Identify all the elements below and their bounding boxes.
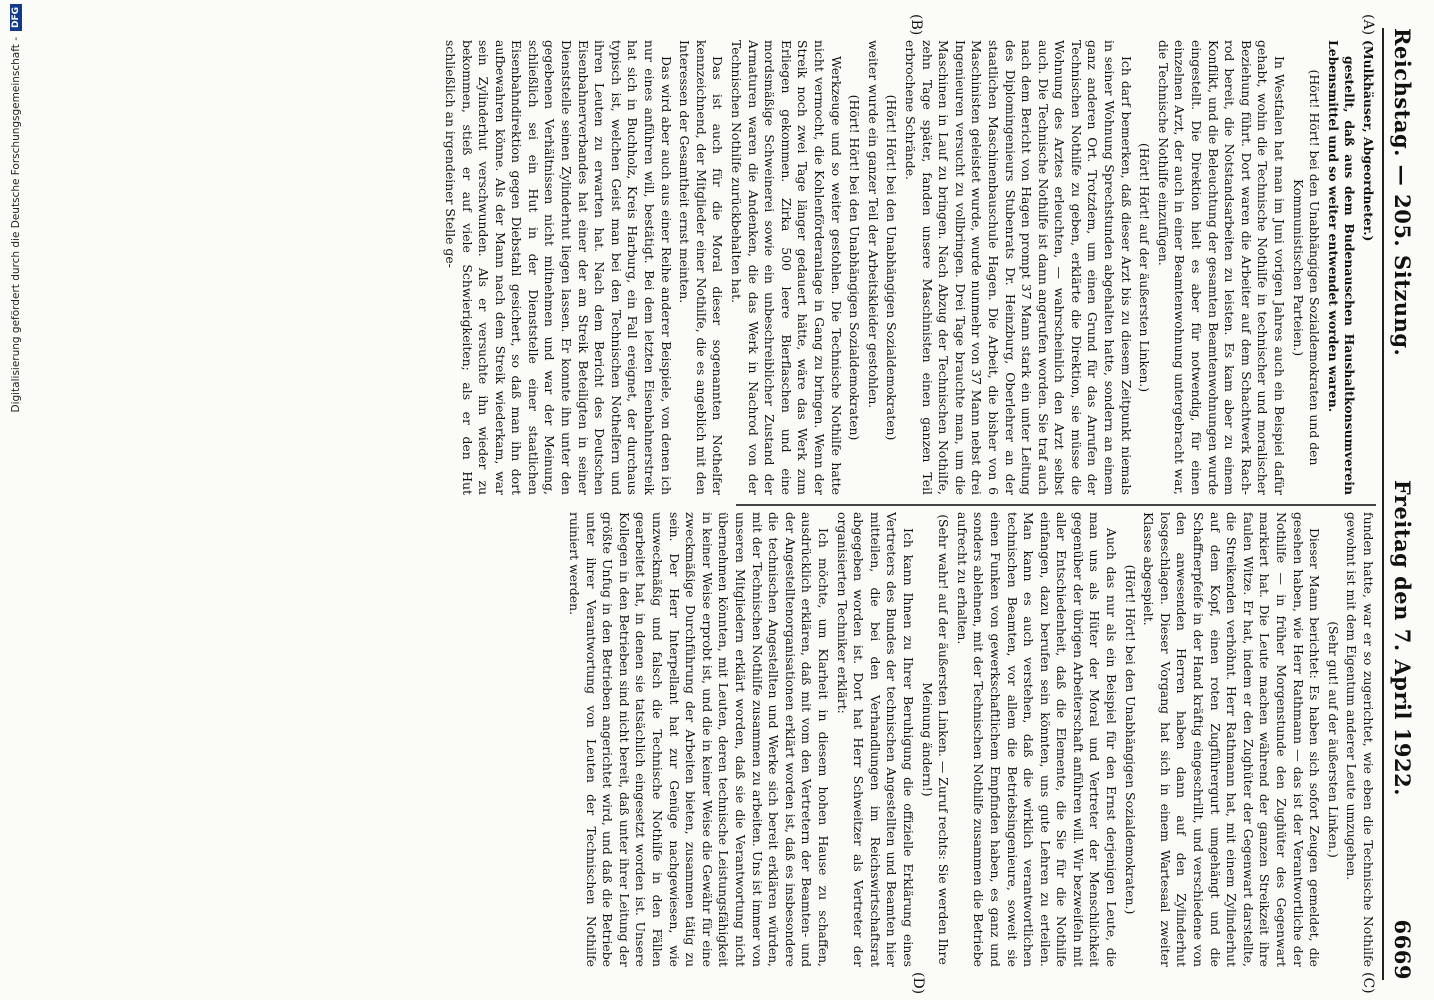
paragraph: Das wird aber auch aus einer Reihe anderer Beispiele, von denen ich nur eines anführen will, bestätigt. Bei dem letzten Eisenbahnerstreik hat sich in Buchholz, Kreis Harburg, ein Fall ereignet, der durchaus typisch ist, welchen Geist man bei den Technischen Nothelfern und ihren Leuten zu erwarten hat. Nach dem Bericht des Deutschen Eisenbahnerverbandes hat einer der am Streik Beteiligten in seiner Dienststelle seinen Zylinderhut liegen lassen. Er konnte ihn unter den gegebenen Verhältnissen nicht mitnehmen und war der Meinung, schließlich sei ein Hut in der Dienststelle einer staatlichen Eisenbahndirektion gegen Diebstahl gesichert, so daß man ihn dort aufbewahren könne. Als der Mann nach dem Streik wiederkam, war sein Zylinderhut verschwunden. Als er versuchte ihn wieder zu bekommen, stieß er auf viele Schwierigkeiten; als er den Hut schließlich an irgendeiner Stelle ge- — [442, 40, 674, 495]
left-column — [56, 40, 1376, 495]
paragraph: gestellt, daß aus dem Budenauschen Haushaltkonsumverein Lebensmittel und so weiter entwendet worden waren. — [1325, 40, 1358, 495]
interjection: (Hört! Hört! bei den Unabhängigen Sozialdemokraten) — [847, 94, 863, 441]
interjection: (Sehr wahr! auf der äußersten Linken. — Zuruf rechts: Sie werden Ihre Meinung ändern!) — [919, 514, 952, 965]
header-rule — [1382, 28, 1384, 980]
speaker-label: (Mulkhäuser, Abgeordneter.) — [1361, 40, 1376, 242]
margin-letter-c: (C) — [1360, 972, 1376, 994]
credit-text: Digitalisierung gefördert durch die Deutsche Forschungsgemeinschaft - — [10, 37, 22, 413]
interjection: (Sehr gut! auf der äußersten Linken.) — [1325, 621, 1341, 858]
page-number: 6669 — [1390, 919, 1416, 980]
dfg-logo: DFG — [10, 4, 22, 31]
page-header — [1384, 28, 1422, 980]
paragraph: funden hatte, war er so zugerichtet, wie eben die Technische Nothilfe gewohnt ist mit dem Eigentum anderer Leute umzugehen. — [1344, 512, 1376, 967]
interjection: (Hört! Hört! bei den Unabhängigen Sozialdemokraten und den Kommunistischen Parteien.) — [1290, 69, 1323, 466]
interjection: (Hört! Hört! bei den Unabhängigen Sozialdemokraten.) — [1122, 564, 1138, 915]
paragraph: In Westfalen hat man im Juni vorigen Jahres auch ein Beispiel dafür gehabt, wohin die Technische Nothilfe in technischer und moralischer Beziehung führt. Dort waren die Arbeiter auf dem Schachtwerk Rach-rod bereit, die Notstandsarbeiten zu leisten. Es kam aber zu einem Konflikt, und die Beleuchtung der gesamten Beamtenwohnungen wurde eingestellt. Die Direktion hielt es aber für notwendig, für einen einzelnen Arzt, der auch in einer Beamtenwohnung untergebracht war, die Technische Nothilfe einzufügen. — [1155, 40, 1288, 495]
paragraph: weiter wurde ein ganzer Teil der Arbeitskleider gestohlen. — [865, 40, 881, 409]
digitization-credit — [4, 0, 28, 1000]
margin-letter-b: (B) — [908, 14, 924, 36]
paragraph: Dieser Mann berichtet: Es haben sich sofort Zeugen gemeldet, die gesehen haben, wie Herr Rathmann — das ist der Verantwortliche der Nothilfe — in früher Morgenstunde den Zughüter des Gegenwart markiert hat. Die Leute machen während der ganzen Streikzeit ihre faulen Witze. Er hat, indem er den Zughüter der Gegenwart darstellte, die Streikenden verhöhnt. Herr Rathmann hat, mit einem Zylinderhut auf dem Kopf, einen roten Zugführergurt umgehängt und die Schaffnerpfeife in der Hand kräftig eingeschrillt, und verschiedene von den anwesenden Herren haben dann auf den Zylinderhut losgeschlagen. Dieser Vorgang hat sich in einem Wartesaal zweiter Klasse abgespielt. — [1141, 512, 1323, 967]
paragraph: Ich kann Ihnen zu Ihrer Beruhigung die offizielle Erklärung eines Vertreters des Bundes der technischen Angestellten und Beamten hier mitteilen, die bei den Verhandlungen im Reichswirtschaftsrat abgegeben worden ist. Dort hat Herr Schweitzer als Vertreter der organisierten Techniker erklärt: — [834, 512, 916, 967]
column-divider — [736, 504, 1376, 506]
header-left: Reichstag. — 205. Sitzung. — [1390, 28, 1416, 357]
margin-letter-d: (D) — [910, 972, 926, 995]
quoted-statement: Ich möchte, um Klarheit in diesem hohen Hause zu schaffen, ausdrücklich erklären, daß mit vom den Vertretern der Beamten- und der Angestelltenorganisationen erklärt worden ist, daß es insbesondere die technischen Angestellten und Werke sich bereit erklären würden, mit der Technischen Nothilfe zusammen zu arbeiten. Uns ist immer von unseren Mitgliedern erklärt worden, daß sie die Verantwortung nicht übernehmen könnten, mit Leuten, deren technische Leistungsfähigkeit in keiner Weise erprobt ist, und die in keiner Weise die Gewähr für eine zweckmäßige Durchführung der Arbeiten bieten, zusammen tätig zu sein. Der Herr Interpellant hat zur Genüge nachgewiesen, wie unzweckmäßig und falsch die Technische Nothilfe in den Fällen gearbeitet hat, in denen sie tatsächlich eingesetzt worden ist. Unsere Kollegen in den Betrieben sind nicht bereit, daß unter ihrer Leitung der größte Unfug in den Betrieben angerichtet wird, und daß die Betriebe unter ihrer Verantwortung von Leuten der Technischen Nothilfe ruiniert werden. — [567, 512, 831, 967]
header-center: Freitag den 7. April 1922. — [1390, 479, 1416, 797]
interjection: (Hört! Hört! auf der äußersten Linken.) — [1137, 142, 1153, 393]
paragraph: Auch das nur als ein Beispiel für den Ernst derjenigen Leute, die man uns als Hüter der Moral und Vertreter der Menschlichkeit gegenüber der übrigen Arbeiterschaft anführen will. Wir bezweifeln mit aller Entschiedenheit, daß die Elemente, die Sie für die Nothilfe einfangen, dazu berufen sein könnten, uns gute Lehren zu erteilen. Man kann es auch verstehen, daß die wirklich verantwortlichen technischen Beamten, vor allem die Betriebsingenieure, soweit sie einen Funken von gewerkschaftlichem Empfinden haben, es ganz und sonders ablehnen, mit der Technischen Nothilfe zusammen die Betriebe aufrecht zu erhalten. — [954, 512, 1120, 967]
margin-letter-a: (A) — [1360, 14, 1376, 36]
paragraph: Das ist auch für die Moral dieser sogenannten Nothelfer kennzeichnend, der Mitglieder einer Nothilfe, die es angeblich mit den Interessen der Gesamtheit ernst meinten. — [677, 40, 726, 495]
paragraph: Werkzeuge und so weiter gestohlen. Die Technische Nothilfe hatte nicht vermocht, die Kohlenförderanlage in Gang zu bringen. Wenn der Streik noch zwei Tage länger gedauert hätte, wäre das Werk zum Erliegen gekommen. Zirka 500 leere Bierflaschen und eine mordsmäßige Schweinerei sowie ein unbeschreiblicher Zustand der Armaturen waren die Andenken, die das Werk in Nachrod von der Technischen Nothilfe zurückbehalten hat. — [729, 40, 844, 495]
interjection: (Hört! Hört! bei den Unabhängigen Sozialdemokraten) — [884, 94, 900, 441]
right-column — [56, 512, 1376, 967]
paragraph: Ich darf bemerken, daß dieser Arzt bis zu diesem Zeitpunkt niemals in seiner Wohnung Sprechstunden abgehalten hatte, sondern an einem ganz anderen Ort. Trotzdem, um einen Grund für das Anrufen der Technischen Nothilfe zu geben, erklärte die Direktion, sie müsse die Wohnung des Arztes erleuchten, — wahrscheinlich den Arzt selbst auch. Die Technische Nothilfe ist dann angerufen worden. Sie traf auch nach dem Bericht von Hagen prompt 37 Mann stark ein unter Leitung des Diplomingenieurs Stubenrats Dr. Heinzburg, Oberlehrer an der staatlichen Maschinenbauschule Hagen. Die Arbeit, die bisher von 6 Maschinisten geleistet wurde, wurde nunmehr von 37 Mann nebst drei Ingenieuren versucht zu vollbringen. Drei Tage brauchte man, um die Maschinen in Lauf zu bringen. Nach Abzug der Technischen Nothilfe, zehn Tage später, fanden unsere Maschinisten einen ganzen Teil erbrochene Schrände. — [902, 40, 1134, 495]
